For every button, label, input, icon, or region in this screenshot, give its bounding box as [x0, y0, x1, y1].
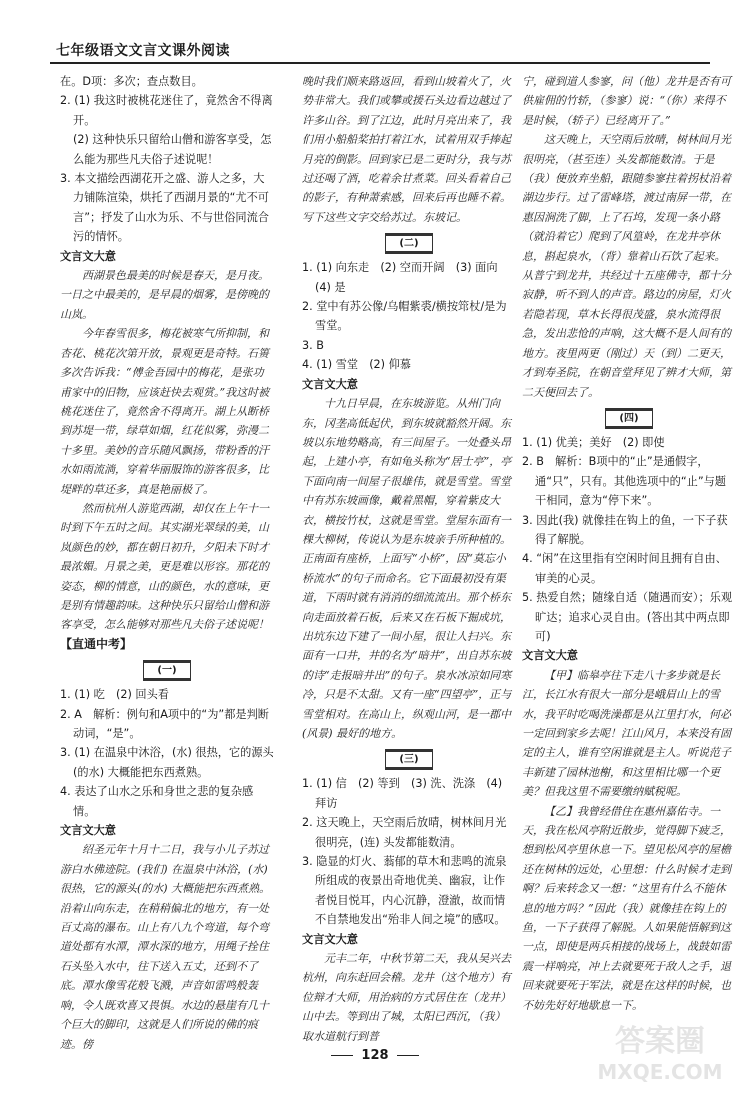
column-right: [522, 72, 736, 1015]
watermark-text-2: MXQE.COM: [597, 1060, 723, 1084]
answer-2-1: 2. (1) 我这时被桃花迷住了，竟然舍不得离开。: [60, 94, 273, 127]
answer-4: 4. (1) 雪堂 (2) 仰慕: [302, 358, 411, 372]
answer-2-2: (2) 这种快乐只留给山僧和游客享受，怎么能为那些凡夫俗子述说呢！: [73, 133, 272, 166]
answer-2: 2. A 解析：例句和A项中的“为”都是判断动词，“是”。: [60, 707, 269, 740]
translation-paragraph: 这天晚上，天空雨后放晴，树林间月光很明亮，（甚至连）头发都能数清。于是（我）便放弃坐船，跟随参寥拄着拐杖沿着湖边步行。过了雷峰塔，渡过南屏一带，在惠因涧洗了脚，上了石坞，发现一条小路（就沿着它）爬到了风篁岭，在龙井亭休息，斟起泉水，（背）靠着山石饮了起来。从普宁到龙井，共经过十五座佛寺，都十分寂静，听不到人的声音。路边的房屋，灯火若隐若现，草木长得很茂盛，泉水流得很急，发出悲怆的声响，这大概不是人间有的地方。夜里两更（刚过）天（到）二更天，才到寿圣院，在朝音堂拜见了辨才大师，第二天便回去了。: [522, 133, 731, 399]
answer-1: 1. (1) 优美；美好 (2) 即使: [522, 435, 665, 449]
page-number: 128: [361, 1048, 389, 1063]
book-title: 七年级语文文言文课外阅读: [56, 43, 230, 59]
translation-paragraph: 然而杭州人游览西湖，却仅在上午十一时到下午五时之间。其实湖光翠绿的美，山岚颜色的妙，都在朝日初升，夕阳未下时才最浓媚。月景之美，更是难以形容。那花的姿态，柳的情意，山的颜色，水的意味，更是别有情趣韵味。这种快乐只留给山僧和游客享受，怎么能够对那些凡夫俗子述说呢！: [60, 501, 269, 632]
footer-dash: [397, 1055, 419, 1056]
answer-2: 2. 堂中有苏公像/乌帽紫裘/横按筇杖/是为雪堂。: [302, 300, 507, 333]
answer-4: 4. “闲”在这里指有空闲时间且拥有自由、审美的心灵。: [522, 552, 727, 585]
translation-paragraph: 西湖景色最美的时候是春天，是月夜。一日之中最美的，是早晨的烟雾，是傍晚的山岚。: [60, 269, 269, 321]
footer-dash: [331, 1055, 353, 1056]
translation-paragraph: 绍圣元年十月十二日，我与小儿子苏过游白水佛迹院。(我们) 在温泉中沐浴，(水) 很热，它的源头(的水) 大概能把东西煮熟。沿着山向东走，在稍稍偏北的地方，有一处百丈高的瀑布。山上有八九个弯道，每个弯道处都有水潭，潭水深的地方，用绳子拴住石头坠入水中，往下送入五丈，还到不了底。潭水像雪花般飞溅，声音如雷鸣般轰响，令人既欢喜又畏惧。水边的悬崖有几十个巨大的脚印，这就是人们所说的佛的痕迹。傍: [60, 843, 271, 1051]
answer-3: 3. 因此(我) 就像挂在钩上的鱼，一下子获得了解脱。: [522, 513, 728, 546]
translation-heading: 文言文大意: [302, 377, 358, 391]
watermark-text-1: 答案圈: [615, 1024, 705, 1059]
page-header: [50, 36, 710, 64]
translation-paragraph: 宁，碰到道人参寥，问（他）龙井是否有可供雇佣的竹轿，（参寥）说：“（你）来得不是时候，（轿子）已经离开了。”: [522, 75, 731, 127]
translation-paragraph: 【乙】我曾经借住在惠州嘉佑寺。一天，我在松风亭附近散步，觉得脚下疲乏，想到松风亭里休息一下。望见松风亭的屋檐还在树林的远处，心里想：什么时候才走到啊？后来转念又一想：“这里有什么不能休息的地方吗？”因此（我）就像挂在钩上的鱼，一下子获得了解脱。人如果能悟解到这一点，即使是两兵相接的战场上，战鼓如雷震一样响亮，冲上去就要死于敌人之手，退回来就要死于军法，就是在这样的时候，也不妨先好好地歇息一下。: [522, 804, 731, 1012]
column-middle: [302, 72, 516, 1046]
answer-3: 3. B: [302, 338, 324, 352]
answer-1: 1. (1) 信 (2) 等到 (3) 洗、洗涤 (4) 拜访: [302, 777, 503, 810]
column-left: [60, 72, 274, 1054]
translation-paragraph: 【甲】临皋亭往下走八十多步就是长江，长江水有很大一部分是峨眉山上的雪水，我平时吃喝洗澡都是从江里打水，何必一定回到家乡去呢！江山风月，本来没有固定的主人，谁有空闲谁就是主人。听说范子丰新建了园林池榭，和这里相比哪一个更美？但我这里不需要缴纳赋税呢。: [522, 668, 731, 799]
answer-1: 1. (1) 吃 (2) 回头看: [60, 688, 169, 702]
answer-2: 2. B 解析：B项中的“止”是通假字，通“只”，只有。其他选项中的“止”与题干相同，意为“停下来”。: [522, 455, 726, 508]
translation-heading: 文言文大意: [522, 649, 578, 663]
answer-4: 4. 表达了山水之乐和身世之悲的复杂感情。: [60, 785, 254, 818]
answer-line: 在。D项：多次；查点数目。: [60, 75, 203, 88]
answer-3: 3. 本文描绘西湖花开之盛、游人之多，大力铺陈渲染，烘托了西湖月景的“尤不可言”；抒发了山水为乐、不与世俗同流合污的情怀。: [60, 172, 269, 244]
translation-heading: 文言文大意: [302, 932, 358, 946]
subsection-label: (二): [385, 233, 433, 254]
subsection-label: (一): [143, 660, 191, 681]
translation-heading: 文言文大意: [60, 249, 116, 263]
answer-2: 2. 这天晚上，天空雨后放晴，树林间月光很明亮，(连) 头发都能数清。: [302, 816, 507, 849]
subsection-label: (三): [385, 749, 433, 770]
answer-1: 1. (1) 向东走 (2) 空而开阔 (3) 面向 (4) 是: [302, 261, 509, 294]
subsection-label: (四): [605, 408, 653, 429]
watermark-logo: [580, 1017, 740, 1087]
answer-5: 5. 热爱自然；随缘自适（随遇而安）；乐观旷达；追求心灵自由。(答出其中两点即可): [522, 591, 733, 643]
translation-paragraph: 今年春雪很多，梅花被寒气所抑制，和杏花、桃花次第开放，景观更是奇特。石篑多次告诉我：“傅金吾园中的梅花，是张功甫家中的旧物，应该赶快去观赏。”我这时被桃花迷住了，竟然舍不得离开。湖上从断桥到苏堤一带，绿草如烟，红花似雾，弥漫二十多里。美妙的音乐随风飘扬，带粉香的汗水如雨流淌，穿着华丽服饰的游客很多，比堤畔的草还多，真是艳丽极了。: [60, 327, 270, 496]
translation-heading: 文言文大意: [60, 824, 116, 838]
answer-3: 3. (1) 在温泉中沐浴，(水) 很热，它的源头(的水) 大概能把东西煮熟。: [60, 746, 274, 779]
section-heading-zhongkao: 【 直通中考 】: [60, 635, 274, 654]
answer-3: 3. 隐显的灯火、蓊郁的草木和悲鸣的流泉所组成的夜景出奇地优美、幽寂，让作者悦目悦耳，内心沉静，澄澈，故而情不自禁地发出“殆非人间之境”的感叹。: [302, 855, 507, 927]
translation-paragraph: 十九日早晨，在东坡游览。从州门向东，冈垄高低起伏，到东坡就豁然开阔。东坡以东地势略高，有三间屋子。一处叠头昂起，上建小亭，有如龟头称为“居士亭”，亭下面向南一间屋子很雄伟，就是雪堂。雪堂中有苏东坡画像，戴着黑帽，穿着紫皮大衣，横按竹杖，这就是雪堂。堂屋东面有一棵大柳树，传说认为是东坡亲手所种植的。正南面有座桥，上面写“小桥”，因“莫忘小桥流水”的句子而命名。它下面最初没有渠道，下雨时就有消消的细流流出。那个桥东向走面放着石板，后来又在石板下掘成坑，出坑东边下建了一间小屋，很让人扫兴。东面有一口井，井的名为“暗井”，出自苏东坡的诗“走报暗井出”的句子。泉水冰凉如同寒冷，只是不太甜。又有一座“四望亭”，正与雪堂相对。在高山上，纵观山河，是一郡中(风景) 最好的地方。: [302, 397, 512, 740]
translation-paragraph: 元丰二年，中秋节第二天，我从吴兴去杭州，向东赶回会稽。龙井（这个地方）有位辩才大师，用治病的方式居住在（龙井）山中去。等到出了城，太阳已西沉，（我）取水道航行到普: [302, 952, 511, 1043]
translation-paragraph: 晚时我们顺来路返回，看到山坡着火了，火势非常大。我们或攀或援石头边看边越过了许多山谷。到了江边，此时月亮出来了，我们用小船船桨拍打着江水，试着用双手捧起月亮的倒影。回到家已是二更时分，我与苏过还喝了酒，吃着余甘煮菜。回头看着自己的影子，有种萧索感，回来后再也睡不着。写下这些文字交给苏过。东坡记。: [302, 75, 511, 224]
